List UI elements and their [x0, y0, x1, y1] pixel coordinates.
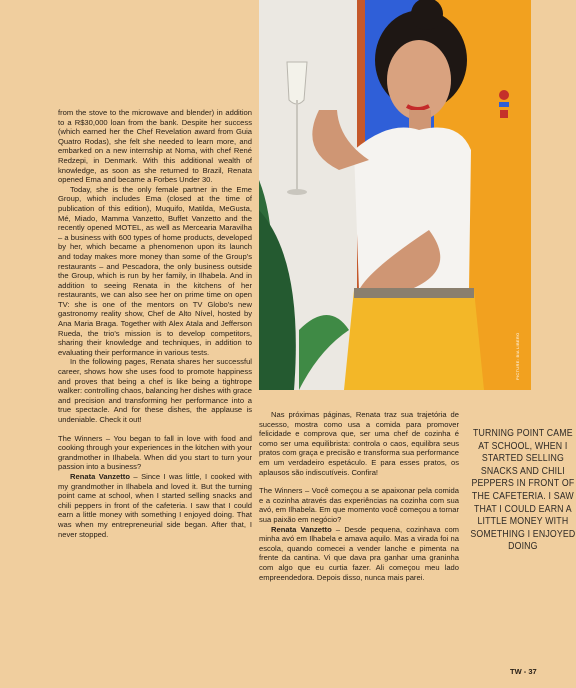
article-paragraph: In the following pages, Renata shares her successful career, shows how she uses food to promote happiness and proves that being a chef is like being a tightrope walker: controlling chaos, balancing her dishes with grace and precision and transforming her performance into a true spectacle. And for these dishes, the applause is undeniable. Check it out!	[58, 357, 252, 424]
page-folio: TW - 37	[510, 667, 537, 676]
pull-quote: TURNING POINT CAME AT SCHOOL, WHEN I STARTED SELLING SNACKS AND CHILI PEPPERS IN FRONT OF THE CAFETERIA. I SAW THAT I COULD EARN A LITTLE MONEY WITH SOMETHING I ENJOYED DOING	[470, 428, 576, 553]
interview-answer	[259, 525, 459, 583]
chef-portrait-photo	[259, 0, 531, 390]
english-article-column	[58, 108, 252, 539]
article-paragraph: Nas próximas páginas, Renata traz sua trajetória de sucesso, mostra como usa a comida para promover felicidade e comprova que, ser uma chef de cozinha é como ser uma equilibrista: controla o caos, equilibra seus pratos com graça e precisão e transforma sua performance em um verdadeiro espetáculo. E para esses pratos, os aplausos são indiscutíveis. Confira!	[259, 410, 459, 477]
speaker-name: Renata Vanzetto	[70, 471, 130, 481]
interview-answer	[58, 472, 252, 539]
answer-text: – Desde pequena, cozinhava com minha avó em Ilhabela e amava aquilo. Mas a virada foi na escola, quando comecei a vender lanche e pimenta na frente da cantina. Vi que dava pra ganhar uma graninha com algo que eu curtia fazer. Ali começou meu lado empreendedora. Depois disso, nunca mais parei.	[259, 524, 460, 582]
photo-credit: PICTURE: BIA LIBERO	[515, 332, 520, 380]
portuguese-article-column	[259, 410, 459, 582]
answer-text: – Since I was little, I cooked with my grandmother in Ilhabela and loved it. But the turning point came at school, when I started selling snacks and chili peppers in front of the cafeteria. I saw that I could earn a little money with something I enjoyed doing. That was when my entrepreneurial side began. After that, I never stopped.	[58, 471, 252, 539]
article-paragraph: Today, she is the only female partner in the Eme Group, which includes Ema (closed at the time of publication of this edition), Muquifo, Matilda, MeGusta, Mé, Miado, Mamma Vanzetto, Buffet Vanzetto and the recently opened MOTEL, as well as Mercearia Maravilha – a business with 600 types of home products, developed by her, which became a phenomenon upon its launch and today makes more money than some of the Group's restaurants – and Pescadora, the only business outside the Group, which is run by her family, in Ilhabela. And in addition to seeing Renata in the kitchens of her restaurants, we can also see her on prime time on open TV: she is one of the mentors on TV Globo's new gastronomy reality show, Chef de Alto Nível, hosted by Ana Maria Braga. Together with Alex Atala and Jefferson Rueda, the trio's mission is to develop competitors, sharing their knowledge and techniques, in addition to evaluating their performance in various tests.	[58, 184, 252, 357]
article-paragraph: from the stove to the microwave and blender) in addition to a R$30,000 loan from the bank. Despite her success (which earned her the Chef Revelation award from Guia Quatro Rodas), she felt she needed to learn more, and embarked on a new internship at Noma, with chef René Redzepi, in Denmark. With this additional wealth of knowledge, as soon as she returned to Brazil, Renata opened Ema and became a Forbes Under 30.	[58, 108, 252, 185]
speaker-name: Renata Vanzetto	[271, 524, 332, 534]
interview-question: The Winners – Você começou a se apaixonar pela comida e a cozinha através das experiências na cozinha com sua avó, em Ilhabela. Em que momento você começou a tornar sua paixão em negócio?	[259, 486, 459, 524]
interview-question: The Winners – You began to fall in love with food and cooking through your experiences in the kitchen with your grandmother in Ilhabela. When did you start to turn your passion into a business?	[58, 433, 252, 472]
portrait-illustration	[259, 0, 531, 390]
